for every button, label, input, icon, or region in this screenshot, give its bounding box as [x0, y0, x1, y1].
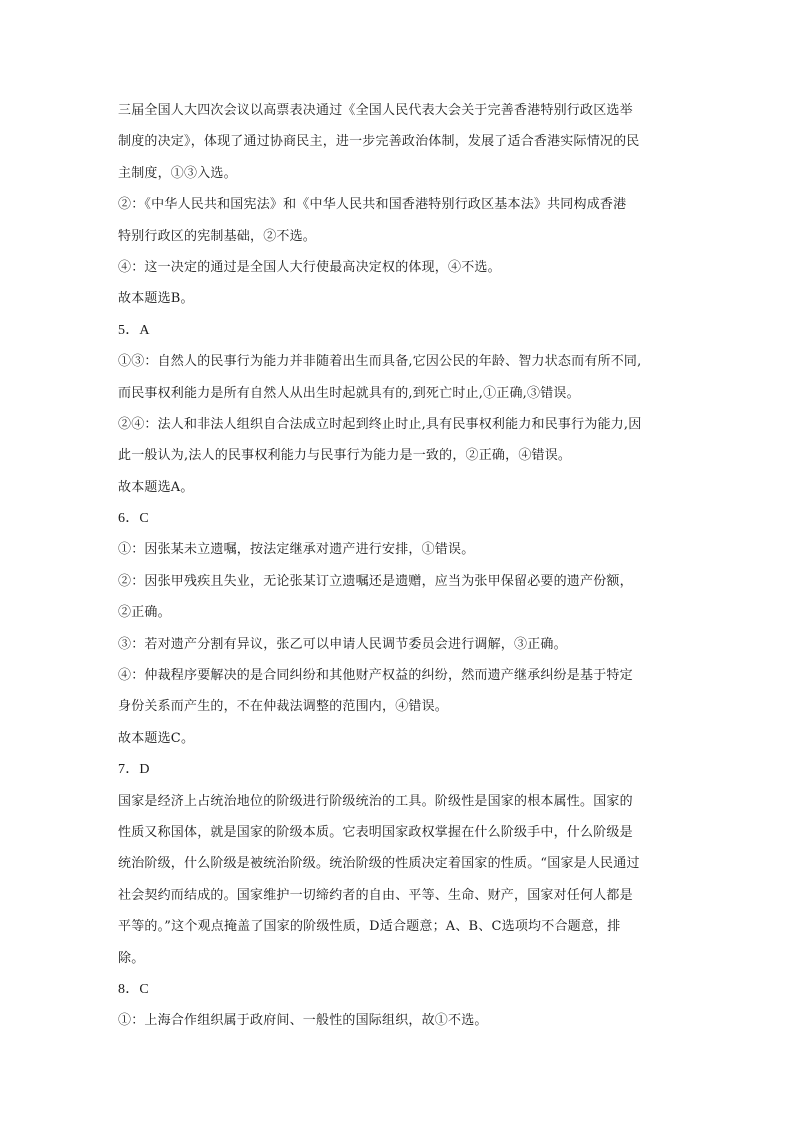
text-line: 除。 [118, 950, 145, 966]
text-line: ②④：法人和非法人组织自合法成立时起到终止时止,具有民事权利能力和民事行为能力,因 [118, 416, 642, 432]
text-line: 性质又称国体，就是国家的阶级本质。它表明国家政权掌握在什么阶级手中，什么阶级是 [118, 824, 633, 840]
conclusion-line: 故本题选A。 [118, 479, 194, 495]
text-line: 身份关系而产生的，不在仲裁法调整的范围内，④错误。 [118, 699, 449, 715]
text-line: ①：上海合作组织属于政府间、一般性的国际组织，故①不选。 [118, 1013, 488, 1029]
answer-text [118, 95, 678, 1037]
text-line: 平等的。”这个观点掩盖了国家的阶级性质，D适合题意；A、B、C选项均不合题意，排 [118, 919, 621, 935]
text-line: 三届全国人大四次会议以高票表决通过《全国人民代表大会关于完善香港特别行政区选举 [118, 103, 633, 118]
text-line: 而民事权利能力是所有自然人从出生时起就具有的,到死亡时止,①正确,③错误。 [118, 385, 580, 401]
text-line: 特别行政区的宪制基础，②不选。 [118, 228, 317, 244]
text-line: 主制度，①③入选。 [118, 165, 237, 181]
text-line: ②：《中华人民共和国宪法》和《中华人民共和国香港特别行政区基本法》共同构成香港 [118, 197, 627, 213]
text-line: ②正确。 [118, 605, 171, 621]
conclusion-line: 故本题选B。 [118, 291, 194, 307]
question-number: 8．C [118, 981, 149, 997]
text-line: ①③：自然人的民事行为能力并非随着出生而具备,它因公民的年龄、智力状态而有所不同, [118, 354, 642, 370]
text-line: ①：因张某未立遗嘱，按法定继承对遗产进行安排，①错误。 [118, 542, 475, 558]
text-line: 统治阶级，什么阶级是被统治阶级。统治阶级的性质决定着国家的性质。“国家是人民通过 [118, 856, 640, 872]
question-number: 7．D [118, 762, 150, 778]
text-line: ②：因张甲残疾且失业，无论张某订立遗嘱还是遗赠，应当为张甲保留必要的遗产份额， [118, 573, 633, 589]
text-line: 制度的决定》，体现了通过协商民主，进一步完善政治体制，发展了适合香港实际情况的民 [118, 134, 640, 150]
conclusion-line: 故本题选C。 [118, 730, 195, 746]
question-number: 5．A [118, 322, 150, 338]
text-line: ③：若对遗产分割有异议，张乙可以申请人民调节委员会进行调解，③正确。 [118, 636, 567, 652]
text-line: 社会契约而结成的。国家维护一切缔约者的自由、平等、生命、财产，国家对任何人都是 [118, 887, 633, 903]
text-line: 此一般认为,法人的民事权利能力与民事行为能力是一致的，②正确，④错误。 [118, 448, 572, 464]
text-line: ④：仲裁程序要解决的是合同纠纷和其他财产权益的纠纷，然而遗产继承纠纷是基于特定 [118, 668, 633, 684]
question-number: 6．C [118, 511, 149, 527]
text-line: 国家是经济上占统治地位的阶级进行阶级统治的工具。阶级性是国家的根本属性。国家的 [118, 793, 633, 809]
text-line: ④：这一决定的通过是全国人大行使最高决定权的体现，④不选。 [118, 259, 501, 275]
